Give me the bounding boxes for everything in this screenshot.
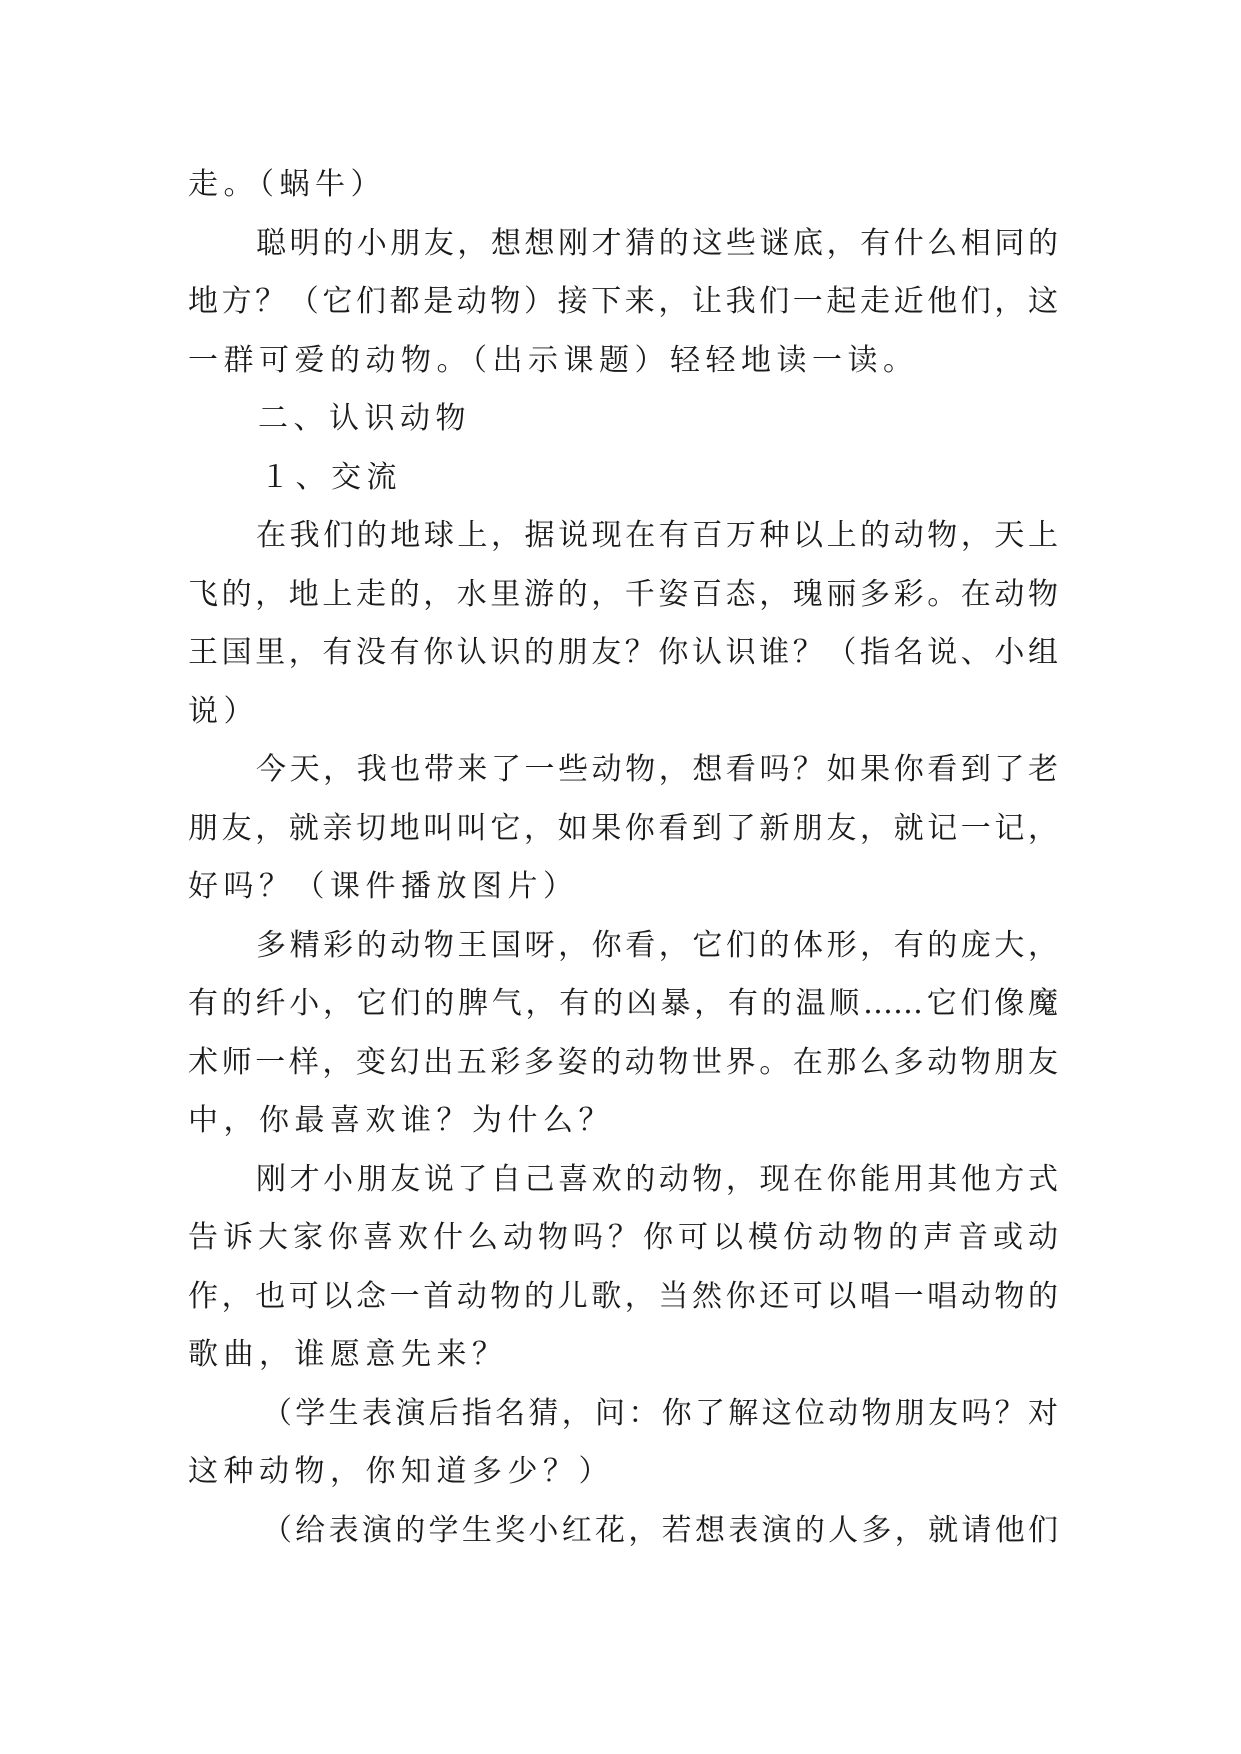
paragraph-start: 刚才小朋友说了自己喜欢的动物，现在你能用其他方式 (256, 1161, 1058, 1197)
text-line: 好吗？（课件播放图片） (188, 869, 579, 904)
text-line: 术师一样，变幻出五彩多姿的动物世界。在那么多动物朋友 (188, 1044, 1058, 1080)
document-body (188, 156, 1058, 1560)
text-line: 歌曲，谁愿意先来？ (188, 1337, 508, 1372)
paragraph-start: （给表演的学生奖小红花，若想表演的人多，就请他们 (262, 1512, 1058, 1548)
text-line: 说） (188, 693, 259, 729)
text-line: 地方？（它们都是动物）接下来，让我们一起走近他们，这 (188, 284, 1058, 319)
paragraph-start: 在我们的地球上，据说现在有百万种以上的动物，天上 (256, 518, 1058, 553)
text-line: 走。（蜗牛） (188, 167, 386, 202)
text-line: 王国里，有没有你认识的朋友？你认识谁？（指名说、小组 (188, 635, 1058, 670)
text-line: 告诉大家你喜欢什么动物吗？你可以模仿动物的声音或动 (188, 1220, 1058, 1255)
paragraph-start: （学生表演后指名猜，问：你了解这位动物朋友吗？对 (262, 1395, 1058, 1431)
text-line: 中，你最喜欢谁？为什么？ (188, 1103, 614, 1138)
text-line: 朋友，就亲切地叫叫它，如果你看到了新朋友，就记一记， (188, 810, 1058, 846)
paragraph-start: 聪明的小朋友，想想刚才猜的这些谜底，有什么相同的 (256, 225, 1058, 261)
section-heading: 二、认识动物 (258, 401, 471, 436)
subsection-heading: １、交流 (260, 459, 402, 495)
text-line: 一群可爱的动物。（出示课题）轻轻地读一读。 (188, 342, 919, 378)
text-line: 飞的，地上走的，水里游的，千姿百态，瑰丽多彩。在动物 (188, 576, 1058, 612)
text-line: 这种动物，你知道多少？） (188, 1454, 614, 1489)
text-line: 作，也可以念一首动物的儿歌，当然你还可以唱一唱动物的 (188, 1278, 1058, 1314)
paragraph-start: 今天，我也带来了一些动物，想看吗？如果你看到了老 (256, 752, 1058, 787)
text-line: 有的纤小，它们的脾气，有的凶暴，有的温顺……它们像魔 (188, 986, 1058, 1021)
paragraph-start: 多精彩的动物王国呀，你看，它们的体形，有的庞大， (256, 927, 1058, 963)
